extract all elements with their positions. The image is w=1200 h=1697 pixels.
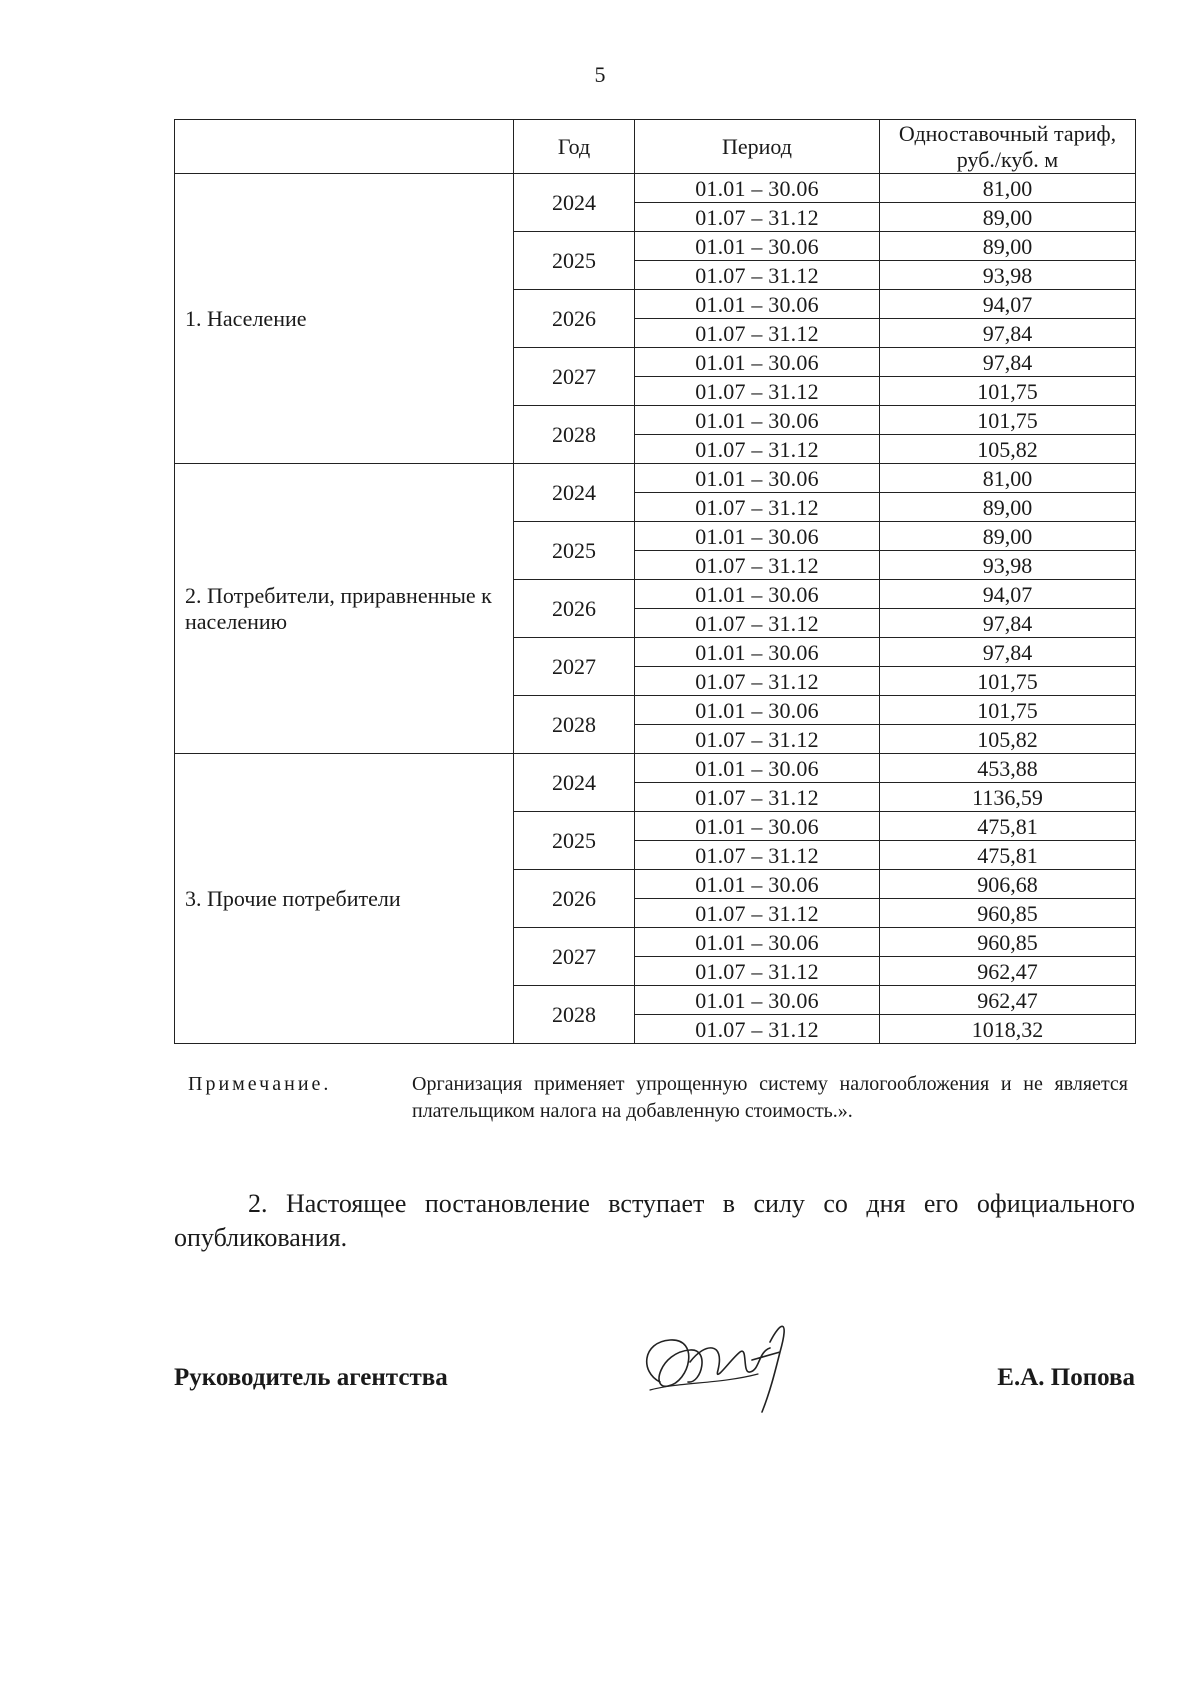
table-header-row	[175, 120, 1136, 174]
year-cell: 2028	[514, 406, 635, 464]
period-cell: 01.01 – 30.06	[635, 232, 880, 261]
table-row	[175, 464, 1136, 493]
year-cell: 2024	[514, 754, 635, 812]
period-cell: 01.01 – 30.06	[635, 754, 880, 783]
tariff-cell: 97,84	[880, 348, 1136, 377]
table-row	[175, 754, 1136, 783]
page-number: 5	[594, 62, 606, 87]
period-cell: 01.07 – 31.12	[635, 667, 880, 696]
period-cell: 01.01 – 30.06	[635, 638, 880, 667]
tariff-cell: 81,00	[880, 464, 1136, 493]
header-group	[175, 120, 514, 174]
period-cell: 01.01 – 30.06	[635, 290, 880, 319]
year-cell: 2026	[514, 870, 635, 928]
handwritten-signature	[630, 1312, 800, 1422]
tariff-cell: 93,98	[880, 551, 1136, 580]
tariff-table-body	[175, 174, 1136, 1044]
tariff-cell: 962,47	[880, 957, 1136, 986]
note-text: Организация применяет упрощенную систему налогообложения и не является плательщиком налога на добавленную стоимость.».	[412, 1073, 1128, 1122]
header-year: Год	[514, 120, 635, 174]
tariff-cell: 101,75	[880, 667, 1136, 696]
tariff-cell: 906,68	[880, 870, 1136, 899]
tariff-cell: 101,75	[880, 696, 1136, 725]
year-cell: 2027	[514, 638, 635, 696]
tariff-cell: 94,07	[880, 290, 1136, 319]
period-cell: 01.07 – 31.12	[635, 899, 880, 928]
tariff-cell: 960,85	[880, 899, 1136, 928]
period-cell: 01.07 – 31.12	[635, 319, 880, 348]
year-cell: 2028	[514, 986, 635, 1044]
year-cell: 2027	[514, 928, 635, 986]
tariff-cell: 101,75	[880, 377, 1136, 406]
signer-title: Руководитель агентства	[174, 1364, 448, 1391]
period-cell: 01.07 – 31.12	[635, 377, 880, 406]
period-cell: 01.01 – 30.06	[635, 174, 880, 203]
tariff-cell: 101,75	[880, 406, 1136, 435]
tariff-cell: 960,85	[880, 928, 1136, 957]
tariff-cell: 475,81	[880, 812, 1136, 841]
tariff-cell: 962,47	[880, 986, 1136, 1015]
period-cell: 01.01 – 30.06	[635, 812, 880, 841]
tariff-cell: 1018,32	[880, 1015, 1136, 1044]
period-cell: 01.01 – 30.06	[635, 348, 880, 377]
tariff-cell: 453,88	[880, 754, 1136, 783]
tariff-cell: 81,00	[880, 174, 1136, 203]
period-cell: 01.07 – 31.12	[635, 609, 880, 638]
tariff-cell: 93,98	[880, 261, 1136, 290]
period-cell: 01.07 – 31.12	[635, 725, 880, 754]
period-cell: 01.07 – 31.12	[635, 435, 880, 464]
consumer-group-cell: 1. Население	[175, 174, 514, 464]
period-cell: 01.01 – 30.06	[635, 696, 880, 725]
period-cell: 01.07 – 31.12	[635, 957, 880, 986]
year-cell: 2025	[514, 522, 635, 580]
period-cell: 01.07 – 31.12	[635, 783, 880, 812]
year-cell: 2026	[514, 580, 635, 638]
year-cell: 2028	[514, 696, 635, 754]
year-cell: 2025	[514, 232, 635, 290]
year-cell: 2027	[514, 348, 635, 406]
period-cell: 01.07 – 31.12	[635, 1015, 880, 1044]
period-cell: 01.01 – 30.06	[635, 580, 880, 609]
tariff-cell: 105,82	[880, 435, 1136, 464]
period-cell: 01.01 – 30.06	[635, 870, 880, 899]
clause-paragraph: 2. Настоящее постановление вступает в силу со дня его официального опубликования.	[174, 1189, 1135, 1252]
year-cell: 2024	[514, 174, 635, 232]
period-cell: 01.01 – 30.06	[635, 986, 880, 1015]
tariff-cell: 89,00	[880, 493, 1136, 522]
period-cell: 01.07 – 31.12	[635, 261, 880, 290]
period-cell: 01.07 – 31.12	[635, 203, 880, 232]
header-tariff: Одноставочный тариф, руб./куб. м	[880, 120, 1136, 174]
tariff-cell: 105,82	[880, 725, 1136, 754]
consumer-group-cell: 3. Прочие потребители	[175, 754, 514, 1044]
tariff-cell: 89,00	[880, 522, 1136, 551]
period-cell: 01.07 – 31.12	[635, 551, 880, 580]
period-cell: 01.01 – 30.06	[635, 464, 880, 493]
tariff-cell: 475,81	[880, 841, 1136, 870]
tariff-cell: 97,84	[880, 638, 1136, 667]
period-cell: 01.01 – 30.06	[635, 522, 880, 551]
note	[188, 1071, 1128, 1125]
tariff-cell: 89,00	[880, 232, 1136, 261]
tariff-cell: 97,84	[880, 609, 1136, 638]
table-row	[175, 174, 1136, 203]
year-cell: 2025	[514, 812, 635, 870]
header-period: Период	[635, 120, 880, 174]
tariff-table	[174, 119, 1136, 1044]
tariff-cell: 89,00	[880, 203, 1136, 232]
tariff-cell: 97,84	[880, 319, 1136, 348]
consumer-group-cell: 2. Потребители, приравненные к населению	[175, 464, 514, 754]
period-cell: 01.07 – 31.12	[635, 841, 880, 870]
note-label: Примечание.	[188, 1073, 332, 1095]
period-cell: 01.07 – 31.12	[635, 493, 880, 522]
year-cell: 2024	[514, 464, 635, 522]
year-cell: 2026	[514, 290, 635, 348]
tariff-cell: 1136,59	[880, 783, 1136, 812]
period-cell: 01.01 – 30.06	[635, 406, 880, 435]
tariff-cell: 94,07	[880, 580, 1136, 609]
signer-name: Е.А. Попова	[997, 1364, 1135, 1391]
period-cell: 01.01 – 30.06	[635, 928, 880, 957]
